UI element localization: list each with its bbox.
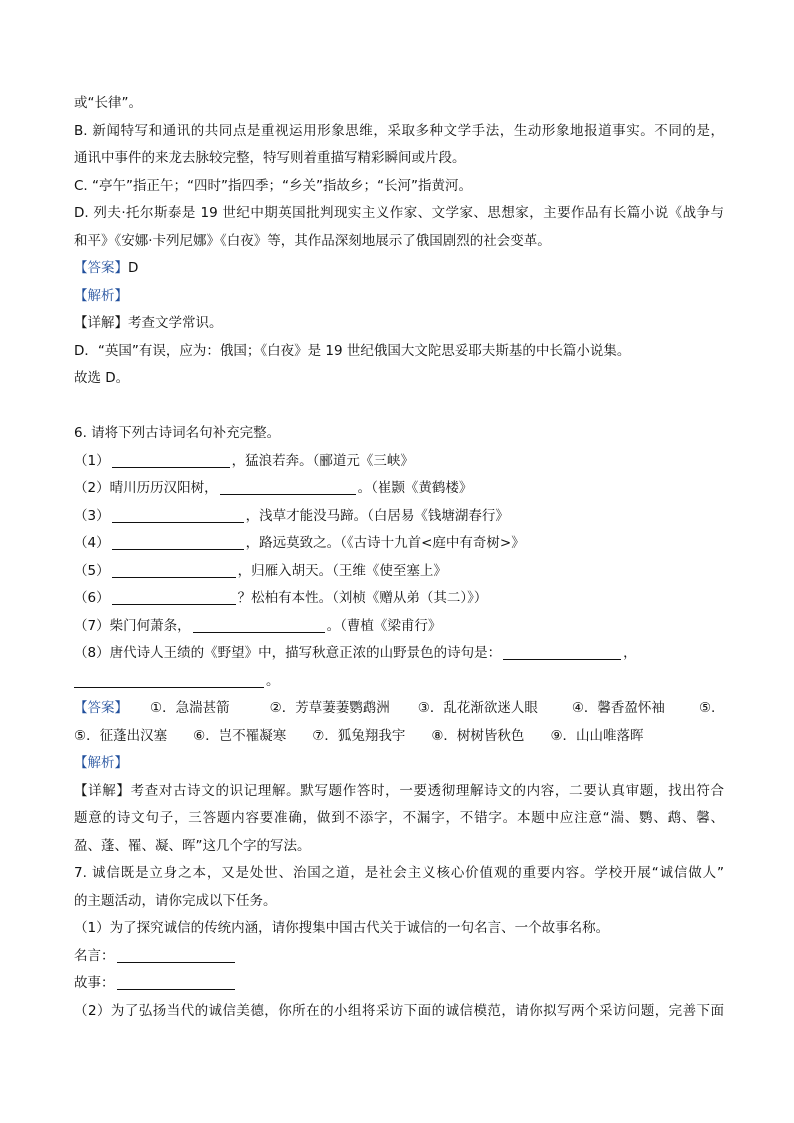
q7-sub1: （1）为了探究诚信的传统内涵，请你搜集中国古代关于诚信的一句名言、一个故事名称。 (74, 920, 610, 936)
answer-blank[interactable] (193, 616, 325, 633)
item-text: 。（崔颢《黄鹤楼》 (357, 480, 473, 496)
q6-item-8 (74, 640, 724, 668)
q5-option-b-line2: 通讯中事件的来龙去脉较完整，特写则着重描写精彩瞬间或片段。 (74, 150, 466, 166)
detail-text: 考查文学常识。 (128, 315, 223, 331)
answer-item: ⑦．狐兔翔我宇 (312, 727, 406, 744)
q6-item (74, 558, 724, 586)
item-text: ， (623, 645, 637, 661)
detail-text: 考查对古诗文的识记理解。默写题作答时，一要透彻理解诗文的内容，二要认真审题，找出符合 (130, 782, 724, 799)
q6-answers-line1 (74, 695, 724, 723)
q6-title: 6. 请将下列古诗词名句补充完整。 (74, 425, 281, 441)
answer-item: ③．乱花渐欲迷人眼 (417, 700, 538, 716)
q6-item (74, 475, 724, 503)
answer-item: ④．馨香盈怀袖 (571, 700, 665, 716)
answer-blank[interactable] (112, 533, 244, 550)
page-content (74, 90, 724, 1025)
item-text: （8）唐代诗人王绩的《野望》中，描写秋意正浓的山野景色的诗句是： (74, 645, 502, 661)
motto-label: 名言： (74, 947, 115, 964)
q5-detail (74, 310, 724, 338)
q5-option-d-line1: D. 列夫·托尔斯泰是 19 世纪中期英国批判现实主义作家、文学家、思想家，主要作品有长篇小说《战争与 (74, 205, 724, 221)
detail-label: 【详解】 (74, 782, 131, 799)
q7-line2: 的主题活动，请你完成以下任务。 (74, 892, 277, 909)
item-number: （5） (74, 562, 110, 579)
answer-blank[interactable] (74, 671, 264, 688)
item-text: ，浅草才能没马蹄。（白居易《钱塘湖春行》 (245, 507, 509, 524)
answer-item: ②．芳草萋萋鹦鹉洲 (269, 700, 390, 716)
item-number: （7） (74, 617, 110, 634)
answer-blank[interactable] (112, 588, 236, 605)
answer-item: ⑤．征蓬出汉塞 (74, 727, 168, 744)
q5-option-a-tail: 或“长律”。 (74, 95, 142, 111)
item-text: ？松柏有本性。（刘桢《赠从弟（其二）》） (237, 590, 488, 606)
story-blank[interactable] (117, 973, 235, 990)
q5-analysis-label: 【解析】 (74, 287, 128, 304)
q6-item (74, 448, 724, 476)
answer-item-partial: ⑤. (698, 700, 716, 716)
item-text: ，猛浪若奔。（郦道元《三峡》 (231, 452, 414, 469)
spacer (74, 393, 724, 421)
detail-label: 【详解】 (74, 315, 128, 331)
item-number: （1） (74, 452, 110, 469)
q6-detail-line2: 题意的诗文句子，三答题内容要准确，做到不添字，不漏字，不错字。本题中应注意“湍、鹦、鹉、馨、 (74, 810, 724, 826)
q6-item (74, 613, 724, 641)
q5-option-d-line2: 和平》《安娜·卡列尼娜》《白夜》等，其作品深刻地展示了俄国剧烈的社会变革。 (74, 232, 551, 249)
item-text: 。 (266, 672, 280, 689)
q6-item (74, 503, 724, 531)
q5-d-note: D．“英国”有误，应为：俄国；《白夜》是 19 世纪俄国大文陀思妥耶夫斯基的中长篇小说集。 (74, 342, 631, 359)
answer-value: D (128, 260, 139, 276)
story-label: 故事： (74, 975, 115, 991)
q6-detail-line3: 盈、蓬、罹、凝、晖”这几个字的写法。 (74, 837, 311, 854)
q5-option-b-line1: B. 新闻特写和通讯的共同点是重视运用形象思维，采取多种文学手法，生动形象地报道事实。不同的是， (74, 122, 724, 139)
answer-item: ⑧．树树皆秋色 (431, 727, 525, 744)
answer-item: ⑨．山山唯落晖 (550, 727, 644, 744)
q5-answer (74, 255, 724, 283)
answer-label: 【答案】 (74, 260, 128, 276)
q6-analysis-label: 【解析】 (74, 755, 128, 771)
q5-option-c: C. “亭午”指正午；“四时”指四季；“乡关”指故乡；“长河”指黄河。 (74, 177, 472, 194)
answer-blank[interactable] (112, 561, 236, 578)
q7-story (74, 970, 724, 998)
answer-item: ⑥．岂不罹凝寒 (193, 727, 287, 744)
item-number: （6） (74, 590, 110, 606)
q6-item (74, 585, 724, 613)
q7-line1: 7. 诚信既是立身之本，又是处世、治国之道，是社会主义核心价值观的重要内容。学校开展“诚信做人” (74, 865, 724, 881)
item-text: ，路远莫致之。（《古诗十九首<庭中有奇树>》 (245, 535, 525, 551)
item-number: （4） (74, 535, 110, 551)
answer-blank[interactable] (112, 451, 230, 468)
q6-item (74, 530, 724, 558)
item-text: ，归雁入胡天。（王维《使至塞上》 (237, 562, 447, 579)
item-text: 。（曹植《梁甫行》 (326, 617, 442, 634)
answer-blank[interactable] (220, 478, 356, 495)
answer-blank[interactable] (503, 643, 621, 660)
item-text: 柴门何萧条， (109, 617, 191, 634)
q5-choose: 故选 D。 (74, 370, 130, 386)
item-number: （3） (74, 507, 110, 524)
answer-label: 【答案】 (74, 700, 128, 716)
item-text: 晴川历历汉阳树， (109, 480, 218, 496)
answer-blank[interactable] (112, 506, 244, 523)
q6-detail-line1 (74, 778, 724, 806)
answer-item: ①．急湍甚箭 (150, 700, 230, 716)
q7-motto (74, 943, 724, 971)
q6-item-8-cont (74, 668, 724, 696)
q6-answers-line2 (74, 723, 724, 751)
item-number: （2） (74, 480, 110, 496)
motto-blank[interactable] (117, 946, 235, 963)
q7-sub2: （2）为了弘扬当代的诚信美德，你所在的小组将采访下面的诚信模范，请你拟写两个采访问题，完善下面 (74, 1002, 724, 1019)
